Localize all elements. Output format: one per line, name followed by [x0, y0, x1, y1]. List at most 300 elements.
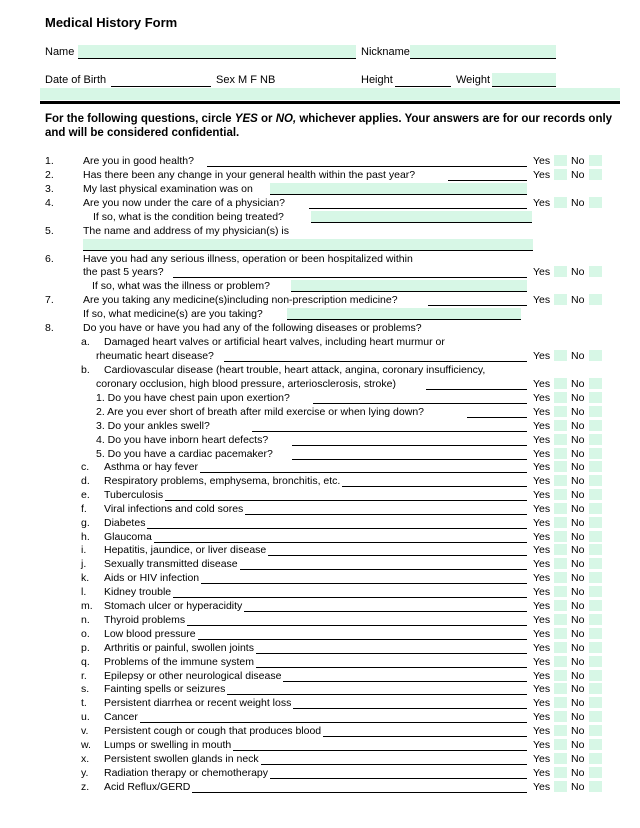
no-box[interactable] [589, 517, 602, 528]
condition-row [0, 448, 640, 461]
yes-label[interactable]: Yes [533, 155, 551, 167]
answer-line[interactable] [240, 558, 527, 570]
no-label[interactable]: No [571, 669, 585, 682]
answer-line[interactable] [207, 155, 527, 167]
question-text: Are you in good health? [83, 155, 194, 167]
name-label: Name [45, 46, 75, 58]
yes-box[interactable] [554, 544, 567, 555]
answer-line[interactable] [292, 434, 527, 446]
yes-box[interactable] [554, 614, 567, 625]
no-label[interactable]: No [571, 600, 585, 612]
question-text: The name and address of my physician(s) is [83, 225, 290, 237]
question-number: 8. [45, 322, 54, 334]
answer-line[interactable] [270, 767, 527, 779]
question-row [0, 308, 640, 321]
condition-text: Problems of the immune system [104, 655, 254, 668]
question-row [0, 211, 640, 224]
yes-label[interactable]: Yes [533, 474, 551, 487]
answer-line[interactable] [342, 475, 527, 487]
yes-box[interactable] [554, 725, 567, 736]
condition-number: q. [81, 655, 90, 668]
yes-box[interactable] [554, 461, 567, 472]
answer-field[interactable] [270, 183, 527, 195]
yes-box[interactable] [554, 294, 567, 305]
no-label[interactable]: No [571, 697, 585, 710]
answer-line[interactable] [173, 266, 527, 278]
condition-row [0, 517, 640, 530]
condition-text: Hepatitis, jaundice, or liver disease [104, 544, 267, 557]
no-label[interactable]: No [571, 572, 585, 585]
answer-line[interactable] [173, 586, 527, 598]
no-box[interactable] [589, 294, 602, 305]
condition-text: Low blood pressure [104, 627, 196, 640]
yes-box[interactable] [554, 586, 567, 597]
yes-box[interactable] [554, 503, 567, 514]
condition-number: h. [81, 530, 90, 543]
condition-text: Persistent cough or cough that produces blood [104, 725, 322, 738]
yes-box[interactable] [554, 475, 567, 486]
condition-row [0, 531, 640, 544]
no-label[interactable]: No [571, 434, 585, 446]
weight-field[interactable] [492, 73, 556, 87]
no-box[interactable] [589, 711, 602, 722]
no-box[interactable] [589, 350, 602, 361]
question-row [0, 322, 640, 335]
yes-label[interactable]: Yes [533, 655, 551, 668]
answer-line[interactable] [192, 781, 527, 793]
no-box[interactable] [589, 392, 602, 403]
no-label[interactable]: No [571, 752, 585, 765]
condition-number: s. [81, 683, 90, 696]
question-number: 3. [45, 183, 54, 195]
yes-box[interactable] [554, 753, 567, 764]
answer-line[interactable] [224, 350, 527, 362]
yes-box[interactable] [554, 683, 567, 694]
question-text: If so, what medicine(s) are you taking? [83, 308, 263, 320]
condition-text: 4. Do you have inborn heart defects? [96, 434, 269, 446]
nickname-label: Nickname [361, 46, 410, 58]
no-box[interactable] [589, 683, 602, 694]
question-number: 4. [45, 197, 54, 209]
question-text: Has there been any change in your general health within the past year? [83, 169, 416, 181]
no-label[interactable]: No [571, 406, 585, 418]
condition-text: Damaged heart valves or artificial heart valves, including heart murmur or [104, 336, 445, 348]
no-box[interactable] [589, 628, 602, 639]
answer-line[interactable] [201, 572, 527, 584]
no-box[interactable] [589, 781, 602, 792]
yes-box[interactable] [554, 448, 567, 459]
condition-text: Kidney trouble [104, 586, 172, 599]
no-label[interactable]: No [571, 627, 585, 640]
condition-number: u. [81, 711, 90, 724]
question-text: Do you have or have you had any of the following diseases or problems? [83, 322, 422, 334]
condition-row [0, 656, 640, 669]
question-number: 2. [45, 169, 54, 181]
answer-field[interactable] [291, 280, 527, 292]
no-box[interactable] [589, 572, 602, 583]
no-box[interactable] [589, 544, 602, 555]
answer-line[interactable] [200, 461, 527, 473]
no-label[interactable]: No [571, 516, 585, 529]
no-label[interactable]: No [571, 461, 585, 473]
answer-line[interactable] [428, 294, 527, 306]
question-row [0, 183, 640, 196]
answer-line[interactable] [292, 448, 527, 460]
condition-row [0, 558, 640, 571]
condition-text: Persistent diarrhea or recent weight loss [104, 697, 292, 710]
answer-line[interactable] [309, 197, 527, 209]
question-row [0, 253, 640, 266]
yes-label[interactable]: Yes [533, 669, 551, 682]
yes-box[interactable] [554, 155, 567, 166]
yes-box[interactable] [554, 531, 567, 542]
condition-text: Arthritis or painful, swollen joints [104, 641, 254, 654]
answer-line[interactable] [268, 544, 527, 556]
yes-label[interactable]: Yes [533, 448, 551, 460]
no-box[interactable] [589, 448, 602, 459]
condition-row [0, 336, 640, 349]
yes-label[interactable]: Yes [533, 558, 551, 571]
answer-line[interactable] [467, 406, 527, 418]
no-label[interactable]: No [571, 586, 585, 599]
yes-label[interactable]: Yes [533, 600, 551, 612]
yes-box[interactable] [554, 767, 567, 778]
condition-row [0, 697, 640, 710]
physician-address-field[interactable] [83, 239, 533, 251]
yes-label[interactable]: Yes [533, 530, 551, 543]
condition-number: a. [81, 336, 90, 348]
yes-label[interactable]: Yes [533, 406, 551, 418]
question-text: If so, what was the illness or problem? [92, 280, 270, 292]
condition-number: c. [81, 461, 90, 473]
dob-field[interactable] [111, 73, 211, 87]
yes-label[interactable]: Yes [533, 697, 551, 710]
no-box[interactable] [589, 475, 602, 486]
condition-row [0, 753, 640, 766]
condition-text: Stomach ulcer or hyperacidity [104, 600, 243, 612]
yes-label[interactable]: Yes [533, 683, 551, 696]
yes-label[interactable]: Yes [533, 766, 551, 779]
yes-label[interactable]: Yes [533, 739, 551, 751]
no-box[interactable] [589, 266, 602, 277]
no-label[interactable]: No [571, 655, 585, 668]
condition-row [0, 420, 640, 433]
header-band [40, 88, 620, 100]
condition-number: k. [81, 572, 90, 585]
no-label[interactable]: No [571, 294, 585, 306]
condition-text: Lumps or swelling in mouth [104, 739, 232, 751]
answer-line[interactable] [227, 683, 527, 695]
no-label[interactable]: No [571, 502, 585, 515]
no-box[interactable] [589, 558, 602, 569]
no-box[interactable] [589, 531, 602, 542]
yes-box[interactable] [554, 600, 567, 611]
no-label[interactable]: No [571, 558, 585, 571]
condition-row [0, 406, 640, 419]
yes-box[interactable] [554, 558, 567, 569]
yes-label[interactable]: Yes [533, 461, 551, 473]
yes-label[interactable]: Yes [533, 420, 551, 432]
question-text: Are you taking any medicine(s)including non-prescription medicine? [83, 294, 398, 306]
yes-label[interactable]: Yes [533, 502, 551, 515]
condition-text: Cardiovascular disease (heart trouble, heart attack, angina, coronary insufficiency, [104, 364, 486, 376]
question-number: 5. [45, 225, 54, 237]
no-label[interactable]: No [571, 725, 585, 738]
yes-label[interactable]: Yes [533, 627, 551, 640]
condition-number: f. [81, 502, 87, 515]
question-text: My last physical examination was on [83, 183, 253, 195]
yes-label[interactable]: Yes [533, 711, 551, 724]
no-label[interactable]: No [571, 350, 585, 362]
condition-number: r. [81, 669, 87, 682]
yes-label[interactable]: Yes [533, 434, 551, 446]
yes-box[interactable] [554, 739, 567, 750]
condition-text: Persistent swollen glands in neck [104, 752, 259, 765]
yes-label[interactable]: Yes [533, 613, 551, 626]
answer-line[interactable] [283, 670, 527, 682]
condition-number: p. [81, 641, 90, 654]
condition-text: coronary occlusion, high blood pressure, arteriosclerosis, stroke) [96, 378, 396, 390]
no-box[interactable] [589, 753, 602, 764]
condition-number: j. [81, 558, 87, 571]
no-box[interactable] [589, 434, 602, 445]
condition-text: Glaucoma [104, 530, 152, 543]
yes-label[interactable]: Yes [533, 780, 551, 793]
no-box[interactable] [589, 670, 602, 681]
yes-label[interactable]: Yes [533, 197, 551, 209]
answer-line[interactable] [252, 420, 527, 432]
no-box[interactable] [589, 406, 602, 417]
yes-label[interactable]: Yes [533, 266, 551, 278]
no-label[interactable]: No [571, 420, 585, 432]
no-box[interactable] [589, 739, 602, 750]
yes-box[interactable] [554, 656, 567, 667]
condition-row [0, 364, 640, 377]
no-label[interactable]: No [571, 155, 585, 167]
condition-number: d. [81, 474, 90, 487]
condition-number: o. [81, 627, 90, 640]
condition-number: v. [81, 725, 89, 738]
condition-row [0, 434, 640, 447]
condition-text: Epilepsy or other neurological disease [104, 669, 282, 682]
condition-text: 2. Are you ever short of breath after mild exercise or when lying down? [96, 406, 425, 418]
no-box[interactable] [589, 767, 602, 778]
no-label[interactable]: No [571, 683, 585, 696]
no-label[interactable]: No [571, 448, 585, 460]
answer-line[interactable] [198, 628, 527, 640]
no-box[interactable] [589, 697, 602, 708]
condition-row [0, 544, 640, 557]
condition-number: g. [81, 516, 90, 529]
no-box[interactable] [589, 600, 602, 611]
yes-label[interactable]: Yes [533, 350, 551, 362]
height-label: Height [361, 74, 393, 86]
question-row [0, 239, 640, 252]
condition-text: Viral infections and cold sores [104, 502, 244, 515]
yes-box[interactable] [554, 670, 567, 681]
question-row [0, 225, 640, 238]
yes-box[interactable] [554, 572, 567, 583]
no-label[interactable]: No [571, 197, 585, 209]
no-box[interactable] [589, 155, 602, 166]
no-label[interactable]: No [571, 392, 585, 404]
answer-line[interactable] [147, 517, 527, 529]
answer-line[interactable] [233, 739, 527, 751]
no-label[interactable]: No [571, 613, 585, 626]
no-label[interactable]: No [571, 711, 585, 724]
condition-row [0, 350, 640, 363]
no-box[interactable] [589, 642, 602, 653]
dob-label: Date of Birth [45, 74, 107, 86]
question-text: the past 5 years? [83, 266, 164, 278]
condition-row [0, 628, 640, 641]
no-box[interactable] [589, 489, 602, 500]
no-box[interactable] [589, 378, 602, 389]
answer-line[interactable] [426, 378, 527, 390]
condition-number: l. [81, 586, 87, 599]
condition-text: Acid Reflux/GERD [104, 780, 191, 793]
no-box[interactable] [589, 197, 602, 208]
condition-row [0, 572, 640, 585]
yes-label[interactable]: Yes [533, 488, 551, 501]
no-label[interactable]: No [571, 766, 585, 779]
condition-text: rheumatic heart disease? [96, 350, 214, 362]
no-label[interactable]: No [571, 169, 585, 181]
answer-line[interactable] [256, 642, 527, 654]
question-number: 7. [45, 294, 54, 306]
yes-label[interactable]: Yes [533, 516, 551, 529]
no-box[interactable] [589, 169, 602, 180]
condition-row [0, 378, 640, 391]
question-row [0, 294, 640, 307]
condition-row [0, 670, 640, 683]
answer-line[interactable] [323, 725, 527, 737]
condition-text: Cancer [104, 711, 138, 724]
no-box[interactable] [589, 461, 602, 472]
nickname-field[interactable] [410, 45, 556, 59]
question-text: Are you now under the care of a physician? [83, 197, 285, 209]
yes-box[interactable] [554, 489, 567, 500]
yes-box[interactable] [554, 517, 567, 528]
name-field[interactable] [78, 45, 356, 59]
condition-text: Aids or HIV infection [104, 572, 200, 585]
answer-line[interactable] [187, 614, 527, 626]
condition-text: Sexually transmitted disease [104, 558, 238, 571]
yes-box[interactable] [554, 350, 567, 361]
yes-box[interactable] [554, 378, 567, 389]
weight-label: Weight [456, 74, 491, 86]
condition-text: Tuberculosis [104, 488, 164, 501]
no-box[interactable] [589, 614, 602, 625]
condition-row [0, 489, 640, 502]
height-field[interactable] [395, 73, 451, 87]
yes-label[interactable]: Yes [533, 544, 551, 557]
no-label[interactable]: No [571, 780, 585, 793]
answer-line[interactable] [261, 753, 527, 765]
yes-box[interactable] [554, 197, 567, 208]
answer-line[interactable] [154, 531, 527, 543]
answer-line[interactable] [448, 169, 527, 181]
no-label[interactable]: No [571, 530, 585, 543]
instructions: For the following questions, circle YES or NO, whichever applies. Your answers are for our records only and will be considered confidential. [45, 113, 613, 139]
condition-text: Respiratory problems, emphysema, bronchitis, etc. [104, 474, 341, 487]
condition-text: 1. Do you have chest pain upon exertion? [96, 392, 290, 404]
answer-line[interactable] [244, 600, 527, 612]
yes-label[interactable]: Yes [533, 641, 551, 654]
condition-row [0, 503, 640, 516]
yes-label[interactable]: Yes [533, 294, 551, 306]
no-label[interactable]: No [571, 544, 585, 557]
yes-label[interactable]: Yes [533, 586, 551, 599]
question-row [0, 155, 640, 168]
yes-label[interactable]: Yes [533, 572, 551, 585]
no-box[interactable] [589, 586, 602, 597]
yes-box[interactable] [554, 420, 567, 431]
condition-text: 3. Do your ankles swell? [96, 420, 210, 432]
yes-label[interactable]: Yes [533, 725, 551, 738]
condition-number: z. [81, 780, 90, 793]
yes-label[interactable]: Yes [533, 392, 551, 404]
header-divider [40, 101, 620, 104]
no-box[interactable] [589, 420, 602, 431]
condition-row [0, 725, 640, 738]
condition-number: t. [81, 697, 87, 710]
yes-box[interactable] [554, 781, 567, 792]
yes-box[interactable] [554, 169, 567, 180]
condition-row [0, 767, 640, 780]
answer-line[interactable] [140, 711, 527, 723]
answer-line[interactable] [256, 656, 527, 668]
answer-line[interactable] [313, 392, 527, 404]
no-label[interactable]: No [571, 378, 585, 390]
question-number: 6. [45, 253, 54, 265]
answer-line[interactable] [245, 503, 527, 515]
answer-line[interactable] [165, 489, 527, 501]
yes-box[interactable] [554, 266, 567, 277]
yes-box[interactable] [554, 392, 567, 403]
answer-line[interactable] [293, 697, 527, 709]
question-row [0, 266, 640, 279]
yes-box[interactable] [554, 434, 567, 445]
condition-number: n. [81, 613, 90, 626]
yes-label[interactable]: Yes [533, 752, 551, 765]
no-label[interactable]: No [571, 488, 585, 501]
condition-row [0, 642, 640, 655]
condition-text: Asthma or hay fever [104, 461, 198, 473]
question-text: Have you had any serious illness, operation or been hospitalized within [83, 253, 413, 265]
yes-box[interactable] [554, 697, 567, 708]
condition-text: Thyroid problems [104, 613, 186, 626]
answer-field[interactable] [287, 308, 521, 320]
no-box[interactable] [589, 503, 602, 514]
condition-number: y. [81, 766, 89, 779]
no-label[interactable]: No [571, 739, 585, 751]
no-label[interactable]: No [571, 641, 585, 654]
no-label[interactable]: No [571, 474, 585, 487]
yes-label[interactable]: Yes [533, 169, 551, 181]
yes-box[interactable] [554, 711, 567, 722]
yes-box[interactable] [554, 642, 567, 653]
condition-row [0, 586, 640, 599]
no-label[interactable]: No [571, 266, 585, 278]
no-box[interactable] [589, 725, 602, 736]
no-box[interactable] [589, 656, 602, 667]
yes-box[interactable] [554, 628, 567, 639]
answer-field[interactable] [311, 211, 532, 223]
condition-text: Radiation therapy or chemotherapy [104, 766, 269, 779]
yes-box[interactable] [554, 406, 567, 417]
yes-label[interactable]: Yes [533, 378, 551, 390]
